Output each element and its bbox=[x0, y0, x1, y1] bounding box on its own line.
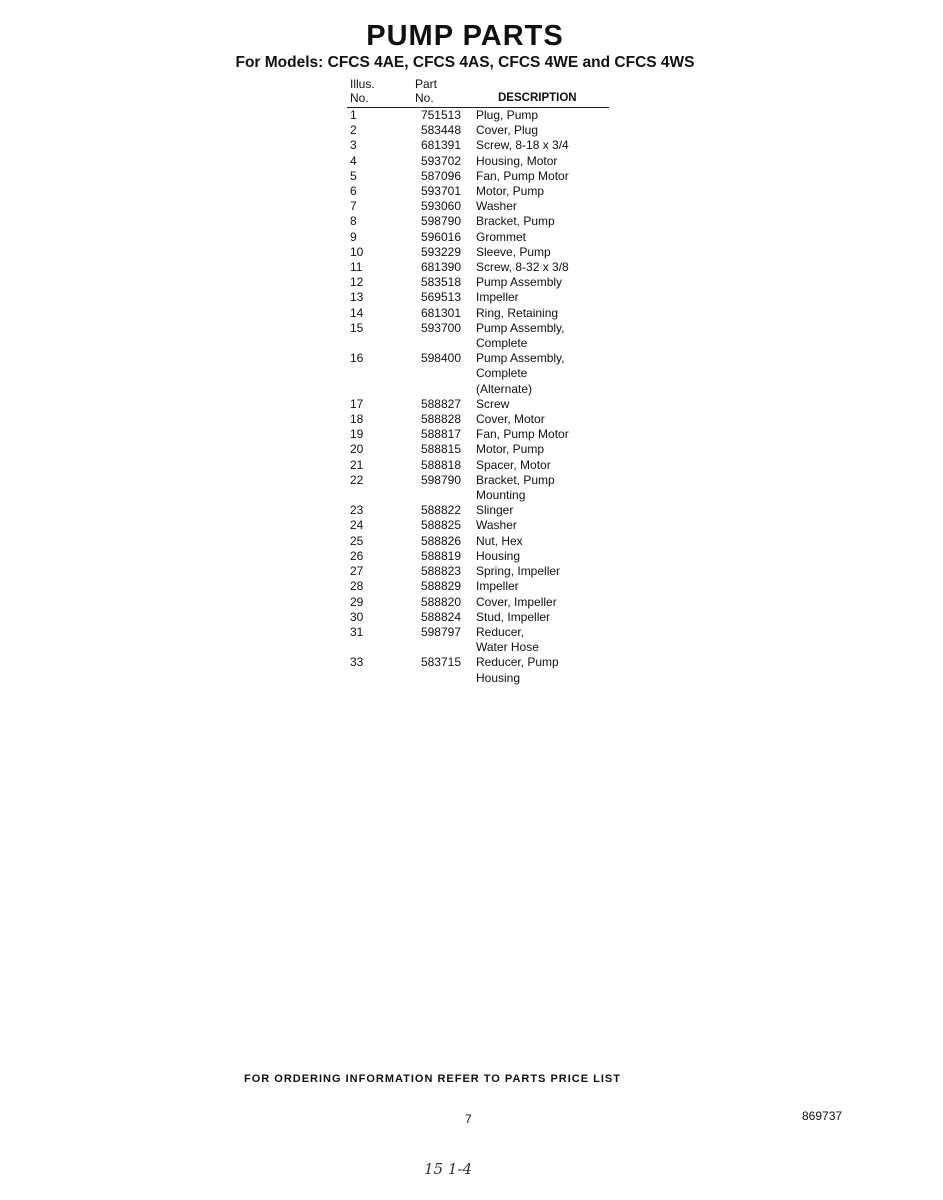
part-number: 588824 bbox=[420, 609, 461, 624]
illus-number: 21 bbox=[350, 457, 364, 472]
part-number: 569513 bbox=[420, 290, 461, 305]
illus-number: 27 bbox=[350, 564, 364, 579]
illus-number: 18 bbox=[350, 412, 364, 427]
part-description: Impeller bbox=[476, 579, 519, 594]
table-row bbox=[347, 610, 609, 625]
part-number: 587096 bbox=[420, 168, 461, 183]
handwritten-mark: 15 1-4 bbox=[424, 1160, 473, 1178]
illus-number: 24 bbox=[350, 518, 364, 533]
part-description: Screw, 8-32 x 3/8 bbox=[476, 260, 569, 275]
part-description: Bracket, Pump Mounting bbox=[476, 472, 555, 503]
illus-number: 19 bbox=[350, 427, 364, 442]
part-description: Fan, Pump Motor bbox=[476, 427, 569, 442]
illus-number: 11 bbox=[350, 260, 363, 275]
illus-number: 8 bbox=[350, 214, 357, 229]
table-row bbox=[347, 245, 609, 260]
illus-number: 1 bbox=[350, 108, 357, 122]
illus-number: 28 bbox=[350, 579, 364, 594]
table-row bbox=[347, 442, 609, 457]
part-description: Spring, Impeller bbox=[476, 564, 561, 579]
part-description: Housing, Motor bbox=[476, 153, 558, 168]
part-description: Bracket, Pump bbox=[476, 214, 555, 229]
table-row bbox=[347, 564, 609, 579]
parts-table-header bbox=[347, 77, 609, 108]
table-row bbox=[347, 138, 609, 153]
description-header: DESCRIPTION bbox=[476, 91, 609, 108]
table-row bbox=[347, 655, 609, 685]
part-number: 598797 bbox=[420, 624, 461, 639]
part-description: Screw, 8-18 x 3/4 bbox=[476, 138, 569, 153]
part-number: 588817 bbox=[420, 427, 461, 442]
illus-number: 20 bbox=[350, 442, 364, 457]
illus-number: 7 bbox=[350, 199, 357, 214]
document-number: 869737 bbox=[802, 1109, 843, 1123]
illus-number: 29 bbox=[350, 594, 364, 609]
illus-number: 6 bbox=[350, 184, 357, 199]
part-description: Stud, Impeller bbox=[476, 609, 551, 624]
part-number: 588820 bbox=[420, 594, 461, 609]
table-row bbox=[347, 214, 609, 229]
part-description: Cover, Impeller bbox=[476, 594, 557, 609]
table-row bbox=[347, 199, 609, 214]
illus-number: 17 bbox=[350, 396, 364, 411]
part-number: 596016 bbox=[420, 229, 461, 244]
part-number: 681391 bbox=[420, 138, 461, 153]
illus-number: 16 bbox=[350, 351, 364, 366]
table-row bbox=[347, 184, 609, 199]
illus-header-line1: Illus. bbox=[350, 77, 375, 91]
illus-number: 22 bbox=[350, 472, 364, 487]
header-row-bottom bbox=[347, 91, 609, 108]
part-description: Fan, Pump Motor bbox=[476, 168, 569, 183]
table-row bbox=[347, 549, 609, 564]
illus-number: 30 bbox=[350, 609, 364, 624]
illus-number: 10 bbox=[350, 244, 364, 259]
table-row bbox=[347, 260, 609, 275]
table-row bbox=[347, 306, 609, 321]
illus-number: 31 bbox=[350, 624, 364, 639]
description-header-spacer bbox=[476, 77, 609, 91]
illus-number: 9 bbox=[350, 229, 357, 244]
table-row bbox=[347, 321, 609, 351]
part-number: 593702 bbox=[420, 153, 461, 168]
table-row bbox=[347, 579, 609, 594]
illus-number: 15 bbox=[350, 320, 364, 335]
part-number: 598790 bbox=[420, 214, 461, 229]
table-row bbox=[347, 169, 609, 184]
part-number: 593701 bbox=[420, 184, 461, 199]
part-number: 598400 bbox=[420, 351, 461, 366]
part-description: Slinger bbox=[476, 503, 514, 518]
part-number: 588818 bbox=[420, 457, 461, 472]
part-description: Housing bbox=[476, 548, 521, 563]
part-description: Nut, Hex bbox=[476, 533, 523, 548]
table-row bbox=[347, 108, 609, 124]
part-number: 588819 bbox=[420, 548, 461, 563]
part-description: Screw bbox=[476, 396, 510, 411]
part-number: 593700 bbox=[420, 320, 461, 335]
part-description: Ring, Retaining bbox=[476, 305, 559, 320]
part-number: 598790 bbox=[420, 472, 461, 487]
table-row bbox=[347, 412, 609, 427]
part-description: Plug, Pump bbox=[476, 108, 539, 122]
ordering-info-note: FOR ORDERING INFORMATION REFER TO PARTS PRICE LIST bbox=[244, 1073, 621, 1085]
part-header-line1: Part bbox=[415, 77, 438, 91]
table-row bbox=[347, 290, 609, 305]
part-header-line2: No. bbox=[401, 91, 476, 108]
part-description: Cover, Motor bbox=[476, 412, 545, 427]
part-description: Cover, Plug bbox=[476, 123, 539, 138]
part-description: Grommet bbox=[476, 229, 527, 244]
part-number: 751513 bbox=[420, 108, 461, 122]
part-number: 588826 bbox=[420, 533, 461, 548]
header-row-top bbox=[347, 77, 609, 91]
part-number: 588828 bbox=[420, 412, 461, 427]
part-number: 593229 bbox=[420, 244, 461, 259]
table-row bbox=[347, 123, 609, 138]
illus-number: 2 bbox=[350, 123, 357, 138]
part-number: 588822 bbox=[420, 503, 461, 518]
part-description: Pump Assembly, Complete bbox=[476, 320, 565, 351]
part-number: 588827 bbox=[420, 396, 461, 411]
page-title: PUMP PARTS bbox=[366, 20, 564, 52]
table-row bbox=[347, 397, 609, 412]
part-number: 583448 bbox=[420, 123, 461, 138]
table-row bbox=[347, 625, 609, 655]
parts-table-body bbox=[347, 108, 609, 686]
table-row bbox=[347, 351, 609, 397]
part-number: 681390 bbox=[420, 260, 461, 275]
part-description: Washer bbox=[476, 199, 517, 214]
table-row bbox=[347, 595, 609, 610]
part-number: 588829 bbox=[420, 579, 461, 594]
part-number: 588815 bbox=[420, 442, 461, 457]
part-number: 588825 bbox=[420, 518, 461, 533]
illus-number: 3 bbox=[350, 138, 357, 153]
part-description: Impeller bbox=[476, 290, 519, 305]
illus-number: 23 bbox=[350, 503, 364, 518]
illus-number: 25 bbox=[350, 533, 364, 548]
table-row bbox=[347, 503, 609, 518]
table-row bbox=[347, 230, 609, 245]
table-row bbox=[347, 154, 609, 169]
illus-number: 12 bbox=[350, 275, 364, 290]
part-number: 583518 bbox=[420, 275, 461, 290]
part-number: 681301 bbox=[420, 305, 461, 320]
part-description: Reducer, Water Hose bbox=[476, 624, 539, 655]
table-row bbox=[347, 473, 609, 503]
page-number: 7 bbox=[465, 1112, 472, 1126]
illus-number: 13 bbox=[350, 290, 364, 305]
part-description: Washer bbox=[476, 518, 517, 533]
part-description: Spacer, Motor bbox=[476, 457, 551, 472]
table-row bbox=[347, 534, 609, 549]
part-description: Pump Assembly, Complete (Alternate) bbox=[476, 351, 565, 396]
illus-number: 5 bbox=[350, 168, 357, 183]
table-row bbox=[347, 427, 609, 442]
parts-table bbox=[347, 77, 609, 686]
illus-header-line2: No. bbox=[347, 91, 401, 108]
part-description: Sleeve, Pump bbox=[476, 244, 551, 259]
illus-number: 14 bbox=[350, 305, 364, 320]
part-number: 583715 bbox=[420, 655, 461, 670]
illus-number: 4 bbox=[350, 153, 357, 168]
models-subtitle: For Models: CFCS 4AE, CFCS 4AS, CFCS 4WE and CFCS 4WS bbox=[235, 54, 695, 71]
table-row bbox=[347, 458, 609, 473]
illus-number: 33 bbox=[350, 655, 364, 670]
part-description: Motor, Pump bbox=[476, 184, 545, 199]
part-description: Pump Assembly bbox=[476, 275, 563, 290]
table-row bbox=[347, 275, 609, 290]
part-number: 588823 bbox=[420, 564, 461, 579]
illus-number: 26 bbox=[350, 548, 364, 563]
part-description: Reducer, Pump Housing bbox=[476, 655, 559, 685]
table-row bbox=[347, 518, 609, 533]
part-description: Motor, Pump bbox=[476, 442, 545, 457]
part-number: 593060 bbox=[420, 199, 461, 214]
